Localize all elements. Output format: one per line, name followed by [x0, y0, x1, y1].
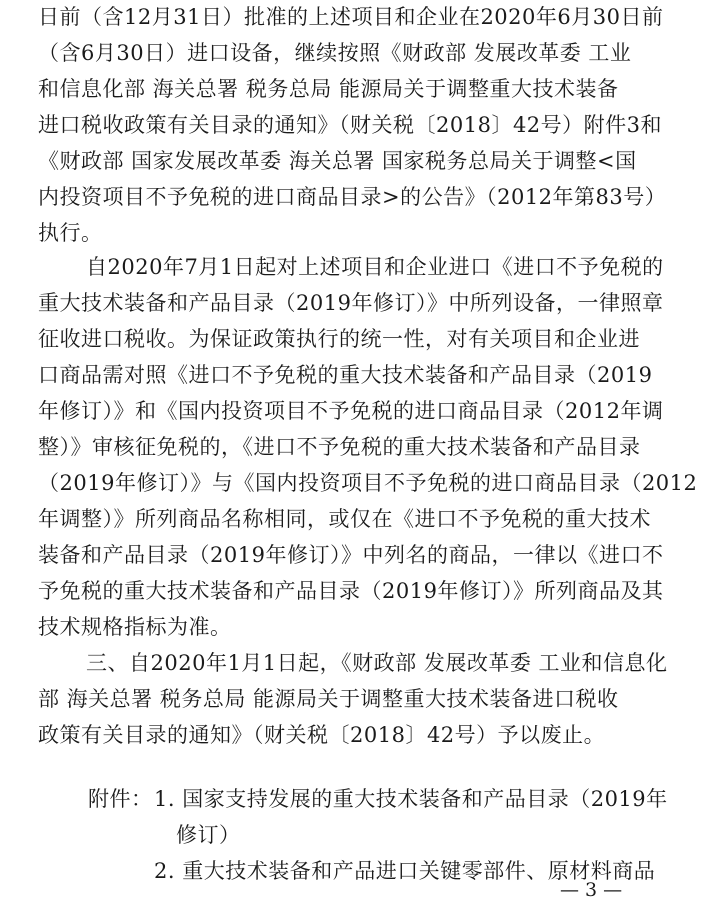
paragraph-1-line-3: 和信息化部 海关总署 税务总局 能源局关于调整重大技术装备 — [38, 77, 619, 101]
page-number: — 3 — — [560, 879, 623, 901]
paragraph-2-line-4: 口商品需对照《进口不予免税的重大技术装备和产品目录（2019 — [38, 363, 653, 387]
paragraph-2-line-8: 年调整）》所列商品名称相同，或仅在《进口不予免税的重大技术 — [38, 507, 651, 531]
paragraph-2-line-1: 自2020年7月1日起对上述项目和企业进口《进口不予免税的 — [86, 255, 664, 279]
paragraph-3-line-1: 三、自2020年1月1日起，《财政部 发展改革委 工业和信息化 — [86, 651, 668, 675]
paragraph-1-line-4: 进口税收政策有关目录的通知》（财关税〔2018〕42号）附件3和 — [38, 113, 663, 137]
paragraph-2-line-6: 整）》审核征免税的，《进口不予免税的重大技术装备和产品目录 — [38, 435, 641, 459]
paragraph-1-line-1: 日前（含12月31日）批准的上述项目和企业在2020年6月30日前 — [38, 5, 664, 29]
paragraph-1-line-2: （含6月30日）进口设备，继续按照《财政部 发展改革委 工业 — [38, 41, 632, 65]
paragraph-2-line-3: 征收进口税收。为保证政策执行的统一性，对有关项目和企业进 — [38, 327, 640, 351]
paragraph-1-line-7: 执行。 — [38, 221, 103, 245]
attachment-2-line-1: 2. 重大技术装备和产品进口关键零部件、原材料商品 — [154, 859, 656, 883]
paragraph-2-line-7: （2019年修订）》与《国内投资项目不予免税的进口商品目录（2012 — [38, 471, 698, 495]
paragraph-1-line-6: 内投资项目不予免税的进口商品目录>的公告》（2012年第83号） — [38, 185, 667, 209]
attachments-label: 附件： — [88, 787, 153, 811]
attachment-1-line-1: 1. 国家支持发展的重大技术装备和产品目录（2019年 — [154, 787, 668, 811]
paragraph-2-line-9: 装备和产品目录（2019年修订）》中列名的商品，一律以《进口不 — [38, 543, 664, 567]
paragraph-3-line-3: 政策有关目录的通知》（财关税〔2018〕42号）予以废止。 — [38, 723, 606, 747]
attachment-1-line-2: 修订） — [176, 823, 241, 847]
paragraph-3-line-2: 部 海关总署 税务总局 能源局关于调整重大技术装备进口税收 — [38, 687, 619, 711]
paragraph-2-line-10: 予免税的重大技术装备和产品目录（2019年修订）》所列商品及其 — [38, 579, 664, 603]
paragraph-1-line-5: 《财政部 国家发展改革委 海关总署 国家税务总局关于调整<国 — [38, 149, 637, 173]
paragraph-2-line-11: 技术规格指标为准。 — [38, 615, 232, 639]
paragraph-2-line-2: 重大技术装备和产品目录（2019年修订）》中所列设备，一律照章 — [38, 291, 664, 315]
paragraph-2-line-5: 年修订）》和《国内投资项目不予免税的进口商品目录（2012年调 — [38, 399, 664, 423]
